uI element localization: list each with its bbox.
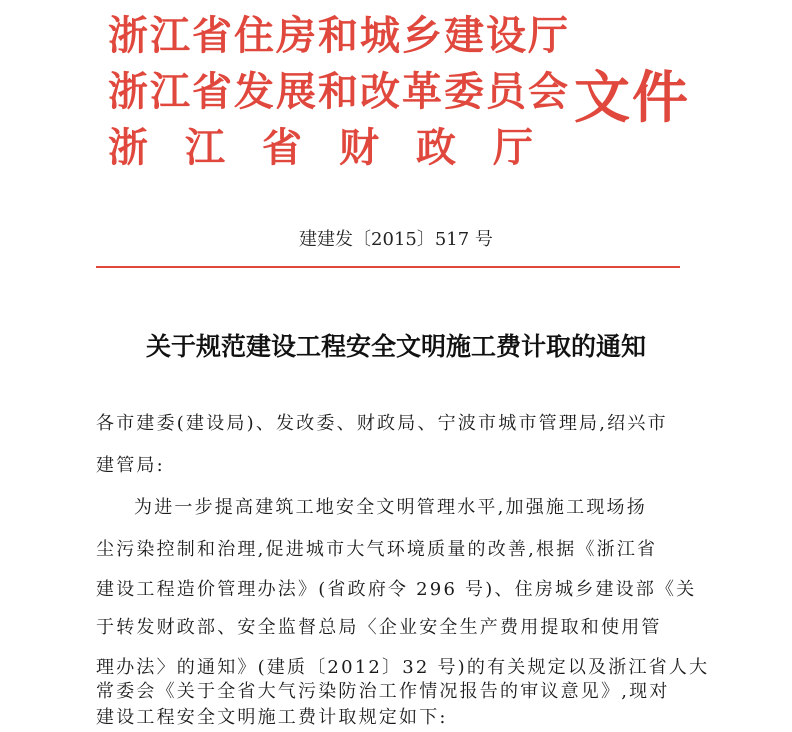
issuer-housing-department: 浙江省住房和城乡建设厅 (108, 12, 570, 59)
red-divider-line (96, 266, 680, 268)
paragraph-line: 为进一步提高建筑工地安全文明管理水平,加强施工现场扬 (134, 497, 647, 518)
salutation-line-1: 各市建委(建设局)、发改委、财政局、宁波市城市管理局,绍兴市 (96, 413, 668, 434)
document-number: 建建发〔2015〕517 号 (299, 229, 493, 250)
paragraph-line: 建设工程安全文明施工费计取规定如下: (96, 707, 448, 728)
paragraph-line: 建设工程造价管理办法》(省政府令 296 号)、住房城乡建设部《关 (96, 579, 697, 600)
document-word: 文件 (574, 65, 690, 131)
paragraph-line: 常委会《关于全省大气污染防治工作情况报告的审议意见》,现对 (96, 681, 670, 702)
paragraph-line: 于转发财政部、安全监督总局〈企业安全生产费用提取和使用管 (96, 617, 662, 638)
salutation-line-2: 建管局: (96, 455, 165, 476)
document-title: 关于规范建设工程安全文明施工费计取的通知 (145, 332, 646, 361)
paragraph-line: 尘污染控制和治理,促进城市大气环境质量的改善,根据《浙江省 (96, 539, 658, 560)
issuer-development-reform-commission: 浙江省发展和改革委员会 (108, 68, 570, 115)
paragraph-line: 理办法〉的通知》(建质〔2012〕32 号)的有关规定以及浙江省人大 (96, 657, 710, 678)
issuer-finance-department: 浙江省财政厅 (108, 124, 570, 171)
